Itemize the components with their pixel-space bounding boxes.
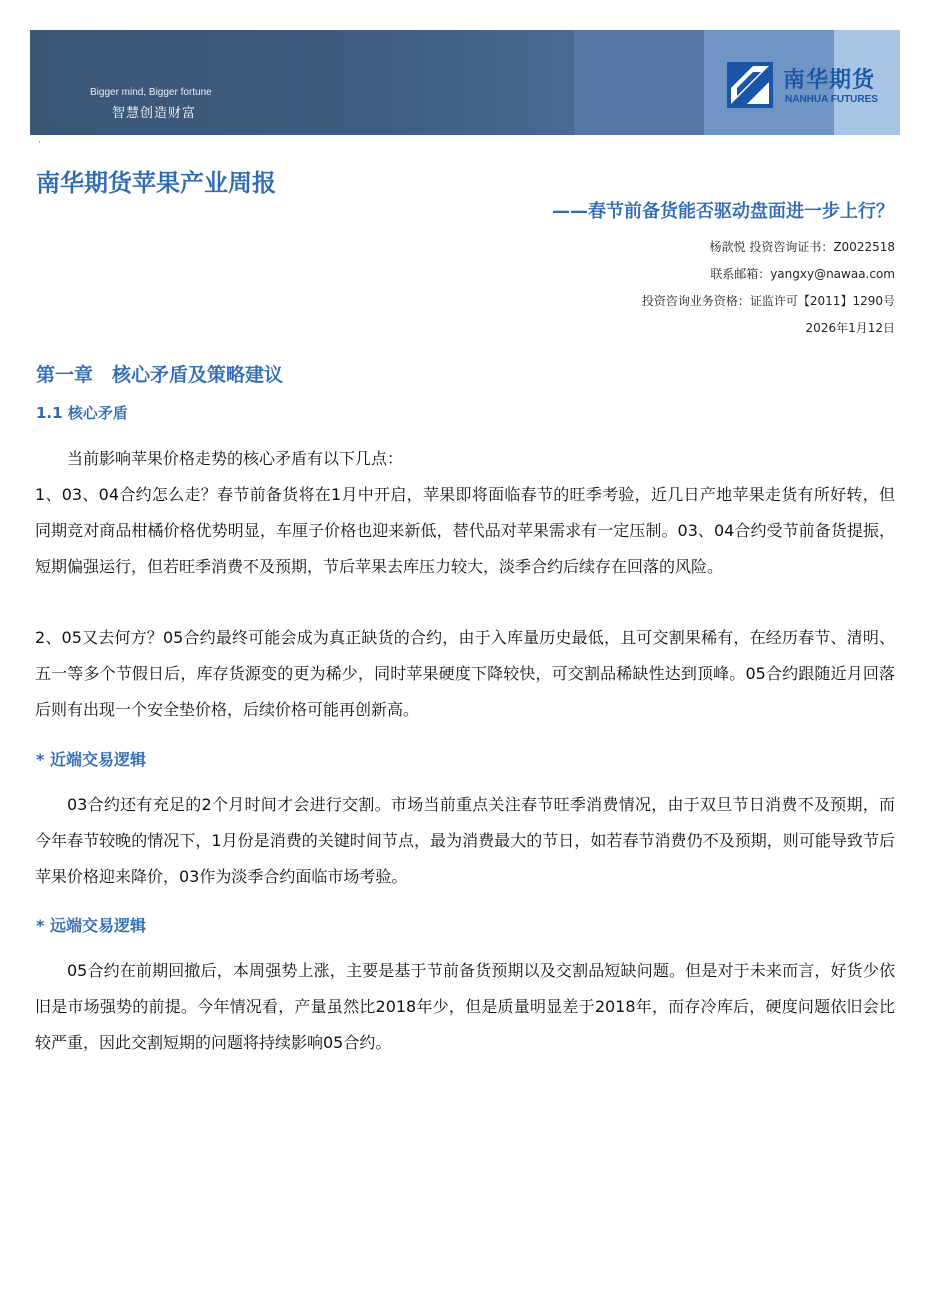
slogan-english: Bigger mind, Bigger fortune [90, 87, 212, 98]
report-subtitle: ——春节前备货能否驱动盘面进一步上行？ [552, 201, 894, 222]
report-title: 南华期货苹果产业周报 [36, 169, 276, 197]
email-line: 联系邮箱：yangxy@nawaa.com [710, 267, 895, 281]
section-title: 1.1 核心矛盾 [36, 404, 128, 422]
nanhua-logo-icon [727, 62, 773, 108]
point-one-paragraph: 1、03、04合约怎么走？春节前备货将在1月中开启，苹果即将面临春节的旺季考验，近几日产地苹果走货有所好转，但同期竞对商品柑橘价格优势明显，车厘子价格也迎来新低，替代品对苹果需求有一定压制。03、04合约受节前备货提振，短期偏强运行，但若旺季消费不及预期，节后苹果去库压力较大，淡季合约后续存在回落的风险。 [35, 485, 895, 576]
logo-name: 南华期货 [783, 68, 876, 93]
header-banner [30, 30, 900, 135]
point-two-paragraph: 2、05又去何方？05合约最终可能会成为真正缺货的合约，由于入库量历史最低，且可交割果稀有，在经历春节、清明、五一等多个节假日后，库存货源变的更为稀少，同时苹果硬度下降较快，可交割品稀缺性达到顶峰。05合约跟随近月回落后则有出现一个安全垫价格，后续价格可能再创新高。 [35, 628, 895, 719]
far-logic-paragraph: 05合约在前期回撤后，本周强势上涨，主要是基于节前备货预期以及交割品短缺问题。但是对于未来而言，好货少依旧是市场强势的前提。今年情况看，产量虽然比2018年少，但是质量明显差于2018年，而存冷库后，硬度问题依旧会比较严重，因此交割短期的问题将持续影响05合约。 [35, 961, 895, 1052]
author-line: 杨歆悦 投资咨询证书：Z0022518 [709, 240, 895, 254]
report-date: 2026年1月12日 [805, 321, 895, 335]
license-line: 投资咨询业务资格：证监许可【2011】1290号 [641, 294, 895, 308]
far-logic-heading: * 远端交易逻辑 [36, 916, 146, 935]
slogan-chinese: 智慧创造财富 [112, 106, 197, 121]
logo-english: NANHUA FUTURES [785, 94, 878, 105]
near-logic-paragraph: 03合约还有充足的2个月时间才会进行交割。市场当前重点关注春节旺季消费情况，由于双旦节日消费不及预期，而今年春节较晚的情况下，1月份是消费的关键时间节点，最为消费最大的节日，如若春节消费仍不及预期，则可能导致节后苹果价格迎来降价，03作为淡季合约面临市场考验。 [35, 795, 895, 886]
intro-paragraph: 当前影响苹果价格走势的核心矛盾有以下几点： [67, 449, 404, 468]
near-logic-heading: * 近端交易逻辑 [36, 750, 146, 769]
banner-stripe [574, 30, 704, 135]
chapter-title: 第一章 核心矛盾及策略建议 [36, 364, 284, 386]
page-mark: · [38, 138, 41, 148]
